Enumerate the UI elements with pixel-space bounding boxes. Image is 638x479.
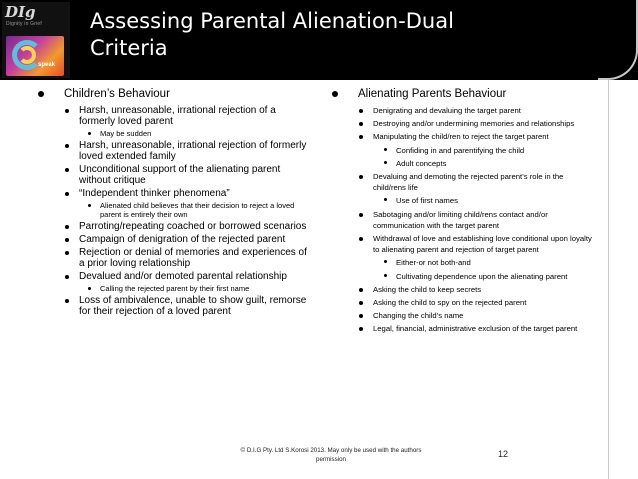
list-item-text: Changing the child’s name bbox=[373, 311, 464, 321]
list-item bbox=[65, 221, 308, 232]
bullet-icon bbox=[65, 144, 69, 148]
bullet-icon bbox=[384, 161, 387, 164]
bullet-icon bbox=[359, 301, 363, 305]
list-item bbox=[65, 188, 308, 199]
list-item-text: Rejection or denial of memories and experiences of a prior loving relationship bbox=[79, 247, 307, 269]
list-item bbox=[359, 297, 594, 308]
list-item-text: Loss of ambivalence, unable to show guilt, remorse for their rejection of a loved parent bbox=[79, 295, 307, 317]
sub-list-item-text: Adult concepts bbox=[396, 158, 447, 168]
alienating-parents-behaviour-column bbox=[332, 88, 594, 337]
title-line-2: Criteria bbox=[90, 36, 168, 60]
list-item bbox=[65, 140, 308, 162]
sub-list-item-text: Confiding in and parentifying the child bbox=[396, 145, 525, 155]
list-item-text: Harsh, unreasonable, irrational rejection of formerly loved extended family bbox=[79, 140, 307, 162]
sub-list-item bbox=[384, 195, 594, 206]
bullet-icon bbox=[384, 260, 387, 263]
sub-list-item bbox=[384, 158, 594, 169]
footer-copyright: © D.I.G Pty. Ltd S.Korosi 2013. May only be used with the authors permission bbox=[240, 447, 422, 463]
sub-list-item bbox=[88, 201, 308, 219]
sub-list-item-text: Alienated child believes that their decision to reject a loved parent is entirely their own bbox=[100, 201, 295, 219]
left-heading-text: Children’s Behaviour bbox=[64, 88, 170, 100]
left-heading bbox=[38, 88, 308, 101]
bullet-icon bbox=[65, 299, 69, 303]
sub-list-item-text: Either-or not both-and bbox=[396, 258, 471, 268]
bullet-icon bbox=[384, 274, 387, 277]
sub-list-item-text: Use of first names bbox=[396, 196, 458, 206]
bullet-icon bbox=[359, 122, 363, 126]
logo-subtitle: Dignity in Grief bbox=[6, 21, 42, 27]
list-item bbox=[359, 233, 594, 255]
bullet-icon bbox=[38, 91, 44, 97]
list-item-text: Asking the child to spy on the rejected parent bbox=[373, 298, 527, 308]
bullet-icon bbox=[359, 237, 363, 241]
bullet-icon bbox=[384, 148, 387, 151]
list-item bbox=[65, 271, 308, 282]
bullet-icon bbox=[88, 287, 91, 290]
list-item-text: Harsh, unreasonable, irrational rejection of a formerly loved parent bbox=[79, 105, 276, 127]
bullet-icon bbox=[359, 288, 363, 292]
list-item-text: Destroying and/or undermining memories and relationships bbox=[373, 119, 575, 129]
right-heading-text: Alienating Parents Behaviour bbox=[358, 88, 507, 100]
bullet-icon bbox=[65, 109, 69, 113]
list-item-text: Unconditional support of the alienating parent without critique bbox=[79, 164, 281, 186]
bullet-icon bbox=[88, 204, 91, 207]
list-item bbox=[359, 118, 594, 129]
list-item-text: Parroting/repeating coached or borrowed scenarios bbox=[79, 221, 307, 232]
list-item-text: Asking the child to keep secrets bbox=[373, 284, 482, 294]
list-item-text: Legal, financial, administrative exclusion of the target parent bbox=[373, 324, 578, 334]
bullet-icon bbox=[65, 168, 69, 172]
list-item bbox=[65, 295, 308, 317]
left-list bbox=[38, 105, 308, 317]
bullet-icon bbox=[359, 327, 363, 331]
bullet-icon bbox=[332, 91, 338, 97]
list-item-text: Denigrating and devaluing the target parent bbox=[373, 106, 521, 115]
bullet-icon bbox=[65, 192, 69, 196]
list-item-text: Manipulating the child/ren to reject the target parent bbox=[373, 132, 549, 142]
sub-list-item bbox=[384, 271, 594, 282]
bullet-icon bbox=[359, 109, 363, 113]
title-line-1: Assessing Parental Alienation-Dual bbox=[90, 9, 454, 33]
sub-list-item bbox=[88, 284, 308, 293]
sub-list-item-text: May be sudden bbox=[100, 129, 152, 138]
sub-list-item-text: Calling the rejected parent by their first name bbox=[100, 284, 250, 293]
list-item-text: Devaluing and demoting the rejected parent’s role in the child/rens life bbox=[373, 172, 564, 193]
list-item bbox=[359, 209, 594, 231]
list-item bbox=[359, 310, 594, 321]
childrens-behaviour-column bbox=[38, 88, 308, 319]
list-item bbox=[359, 105, 594, 116]
page-number: 12 bbox=[498, 449, 509, 459]
bullet-icon bbox=[359, 135, 363, 139]
list-item bbox=[65, 234, 308, 245]
bullet-icon bbox=[384, 198, 387, 201]
bullet-icon bbox=[65, 238, 69, 242]
list-item bbox=[359, 131, 594, 142]
decorative-frame bbox=[598, 0, 638, 479]
list-item bbox=[65, 164, 308, 186]
logo-wordmark: DIg bbox=[5, 3, 36, 21]
sub-list-item bbox=[384, 145, 594, 156]
bullet-icon bbox=[88, 132, 91, 135]
list-item bbox=[359, 171, 594, 193]
list-item-text: Sabotaging and/or limiting child/rens contact and/or communication with the target parent bbox=[373, 209, 548, 230]
list-item-text: Withdrawal of love and establishing love conditional upon loyalty to alienating parent and rejection of target parent bbox=[373, 234, 592, 255]
bullet-icon bbox=[359, 314, 363, 318]
slide-title bbox=[90, 8, 590, 62]
right-list bbox=[332, 105, 594, 335]
list-item-text: “Independent thinker phenomena” bbox=[79, 188, 230, 199]
list-item bbox=[359, 284, 594, 295]
logo-swirl-icon bbox=[6, 36, 64, 76]
right-heading bbox=[332, 88, 594, 101]
bullet-icon bbox=[359, 175, 363, 179]
sub-list-item-text: Cultivating dependence upon the alienating parent bbox=[396, 271, 568, 281]
bullet-icon bbox=[65, 225, 69, 229]
bullet-icon bbox=[65, 275, 69, 279]
list-item-text: Campaign of denigration of the rejected parent bbox=[79, 234, 286, 245]
bullet-icon bbox=[359, 213, 363, 217]
list-item bbox=[359, 323, 594, 334]
sub-list-item bbox=[88, 129, 308, 138]
dig-logo bbox=[2, 2, 70, 78]
sub-list-item bbox=[384, 257, 594, 268]
logo-tag: speak bbox=[38, 62, 56, 68]
frame-line bbox=[608, 80, 609, 479]
list-item bbox=[65, 105, 308, 127]
list-item bbox=[65, 247, 308, 269]
bullet-icon bbox=[65, 251, 69, 255]
list-item-text: Devalued and/or demoted parental relationship bbox=[79, 271, 287, 282]
